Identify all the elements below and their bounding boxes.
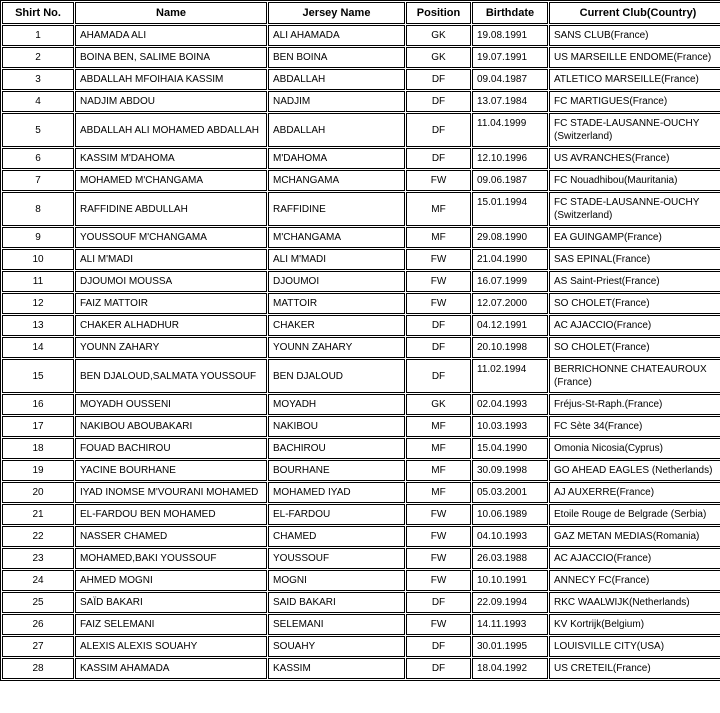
cell-club: EA GUINGAMP(France) — [549, 227, 720, 248]
cell-jersey_name: NADJIM — [268, 91, 405, 112]
cell-jersey_name: ABDALLAH — [268, 69, 405, 90]
cell-name: IYAD INOMSE M'VOURANI MOHAMED — [75, 482, 267, 503]
cell-jersey_name: ALI M'MADI — [268, 249, 405, 270]
cell-birthdate: 12.10.1996 — [472, 148, 548, 169]
cell-name: CHAKER ALHADHUR — [75, 315, 267, 336]
cell-position: DF — [406, 658, 471, 679]
cell-position: FW — [406, 504, 471, 525]
cell-position: MF — [406, 227, 471, 248]
cell-name: NAKIBOU ABOUBAKARI — [75, 416, 267, 437]
cell-club: SAS EPINAL(France) — [549, 249, 720, 270]
cell-position: FW — [406, 249, 471, 270]
column-header-club: Current Club(Country) — [549, 2, 720, 24]
cell-birthdate: 10.06.1989 — [472, 504, 548, 525]
table-row — [2, 293, 720, 314]
cell-shirt_no: 20 — [2, 482, 74, 503]
cell-birthdate: 05.03.2001 — [472, 482, 548, 503]
cell-club: SO CHOLET(France) — [549, 293, 720, 314]
cell-position: FW — [406, 526, 471, 547]
cell-birthdate: 10.10.1991 — [472, 570, 548, 591]
cell-name: MOYADH OUSSENI — [75, 394, 267, 415]
cell-jersey_name: MATTOIR — [268, 293, 405, 314]
cell-name: KASSIM AHAMADA — [75, 658, 267, 679]
cell-club: SANS CLUB(France) — [549, 25, 720, 46]
cell-shirt_no: 13 — [2, 315, 74, 336]
cell-position: FW — [406, 170, 471, 191]
cell-jersey_name: MOHAMED IYAD — [268, 482, 405, 503]
table-header — [2, 2, 720, 24]
cell-name: YOUSSOUF M'CHANGAMA — [75, 227, 267, 248]
cell-shirt_no: 12 — [2, 293, 74, 314]
cell-shirt_no: 2 — [2, 47, 74, 68]
cell-club: AJ AUXERRE(France) — [549, 482, 720, 503]
cell-birthdate: 15.04.1990 — [472, 438, 548, 459]
cell-name: FAIZ SELEMANI — [75, 614, 267, 635]
cell-shirt_no: 17 — [2, 416, 74, 437]
table-row — [2, 570, 720, 591]
cell-name: NADJIM ABDOU — [75, 91, 267, 112]
cell-birthdate: 15.01.1994 — [472, 192, 548, 226]
cell-birthdate: 04.10.1993 — [472, 526, 548, 547]
cell-jersey_name: BEN DJALOUD — [268, 359, 405, 393]
cell-birthdate: 13.07.1984 — [472, 91, 548, 112]
cell-name: EL-FARDOU BEN MOHAMED — [75, 504, 267, 525]
cell-position: MF — [406, 192, 471, 226]
column-header-birthdate: Birthdate — [472, 2, 548, 24]
cell-shirt_no: 8 — [2, 192, 74, 226]
table-row — [2, 482, 720, 503]
cell-jersey_name: KASSIM — [268, 658, 405, 679]
cell-shirt_no: 3 — [2, 69, 74, 90]
cell-position: DF — [406, 636, 471, 657]
cell-birthdate: 10.03.1993 — [472, 416, 548, 437]
cell-jersey_name: BEN BOINA — [268, 47, 405, 68]
table-row — [2, 91, 720, 112]
cell-club: LOUISVILLE CITY(USA) — [549, 636, 720, 657]
cell-club: GO AHEAD EAGLES (Netherlands) — [549, 460, 720, 481]
cell-club: AC AJACCIO(France) — [549, 548, 720, 569]
cell-club: US CRETEIL(France) — [549, 658, 720, 679]
cell-name: MOHAMED,BAKI YOUSSOUF — [75, 548, 267, 569]
cell-birthdate: 12.07.2000 — [472, 293, 548, 314]
cell-shirt_no: 26 — [2, 614, 74, 635]
cell-club: GAZ METAN MEDIAS(Romania) — [549, 526, 720, 547]
cell-shirt_no: 24 — [2, 570, 74, 591]
cell-name: ALI M'MADI — [75, 249, 267, 270]
cell-name: ALEXIS ALEXIS SOUAHY — [75, 636, 267, 657]
cell-name: DJOUMOI MOUSSA — [75, 271, 267, 292]
cell-position: DF — [406, 148, 471, 169]
cell-position: DF — [406, 359, 471, 393]
cell-position: MF — [406, 416, 471, 437]
cell-shirt_no: 4 — [2, 91, 74, 112]
cell-shirt_no: 22 — [2, 526, 74, 547]
cell-name: KASSIM M'DAHOMA — [75, 148, 267, 169]
table-row — [2, 658, 720, 679]
cell-shirt_no: 28 — [2, 658, 74, 679]
cell-birthdate: 22.09.1994 — [472, 592, 548, 613]
cell-birthdate: 30.09.1998 — [472, 460, 548, 481]
cell-birthdate: 11.02.1994 — [472, 359, 548, 393]
cell-jersey_name: YOUNN ZAHARY — [268, 337, 405, 358]
cell-club: AC AJACCIO(France) — [549, 315, 720, 336]
cell-birthdate: 16.07.1999 — [472, 271, 548, 292]
cell-shirt_no: 19 — [2, 460, 74, 481]
table-row — [2, 359, 720, 393]
cell-name: SAÏD BAKARI — [75, 592, 267, 613]
cell-jersey_name: YOUSSOUF — [268, 548, 405, 569]
cell-position: DF — [406, 113, 471, 147]
cell-jersey_name: EL-FARDOU — [268, 504, 405, 525]
cell-birthdate: 14.11.1993 — [472, 614, 548, 635]
cell-name: YACINE BOURHANE — [75, 460, 267, 481]
cell-position: MF — [406, 438, 471, 459]
cell-club: FC MARTIGUES(France) — [549, 91, 720, 112]
table-row — [2, 192, 720, 226]
cell-jersey_name: CHAMED — [268, 526, 405, 547]
cell-birthdate: 02.04.1993 — [472, 394, 548, 415]
cell-position: FW — [406, 293, 471, 314]
table-row — [2, 25, 720, 46]
cell-name: BOINA BEN, SALIME BOINA — [75, 47, 267, 68]
cell-name: MOHAMED M'CHANGAMA — [75, 170, 267, 191]
cell-birthdate: 09.04.1987 — [472, 69, 548, 90]
table-row — [2, 170, 720, 191]
cell-jersey_name: SAID BAKARI — [268, 592, 405, 613]
cell-name: AHMED MOGNI — [75, 570, 267, 591]
cell-birthdate: 11.04.1999 — [472, 113, 548, 147]
table-row — [2, 113, 720, 147]
cell-birthdate: 21.04.1990 — [472, 249, 548, 270]
cell-jersey_name: MOYADH — [268, 394, 405, 415]
cell-position: DF — [406, 69, 471, 90]
cell-shirt_no: 6 — [2, 148, 74, 169]
cell-name: ABDALLAH ALI MOHAMED ABDALLAH — [75, 113, 267, 147]
cell-name: YOUNN ZAHARY — [75, 337, 267, 358]
cell-jersey_name: BACHIROU — [268, 438, 405, 459]
cell-club: SO CHOLET(France) — [549, 337, 720, 358]
column-header-jersey_name: Jersey Name — [268, 2, 405, 24]
cell-position: DF — [406, 315, 471, 336]
table-row — [2, 504, 720, 525]
cell-birthdate: 19.07.1991 — [472, 47, 548, 68]
table-row — [2, 416, 720, 437]
cell-position: DF — [406, 91, 471, 112]
cell-position: FW — [406, 614, 471, 635]
cell-birthdate: 26.03.1988 — [472, 548, 548, 569]
cell-position: GK — [406, 394, 471, 415]
cell-position: DF — [406, 337, 471, 358]
cell-club: US AVRANCHES(France) — [549, 148, 720, 169]
table-row — [2, 394, 720, 415]
table-row — [2, 548, 720, 569]
cell-birthdate: 09.06.1987 — [472, 170, 548, 191]
cell-jersey_name: MOGNI — [268, 570, 405, 591]
cell-shirt_no: 7 — [2, 170, 74, 191]
table-row — [2, 614, 720, 635]
cell-shirt_no: 1 — [2, 25, 74, 46]
cell-position: MF — [406, 482, 471, 503]
cell-jersey_name: ABDALLAH — [268, 113, 405, 147]
table-row — [2, 592, 720, 613]
cell-jersey_name: DJOUMOI — [268, 271, 405, 292]
table-row — [2, 227, 720, 248]
table-row — [2, 438, 720, 459]
cell-shirt_no: 21 — [2, 504, 74, 525]
cell-shirt_no: 16 — [2, 394, 74, 415]
cell-club: Etoile Rouge de Belgrade (Serbia) — [549, 504, 720, 525]
cell-shirt_no: 11 — [2, 271, 74, 292]
cell-name: NASSER CHAMED — [75, 526, 267, 547]
cell-jersey_name: M'CHANGAMA — [268, 227, 405, 248]
cell-club: ATLETICO MARSEILLE(France) — [549, 69, 720, 90]
cell-shirt_no: 10 — [2, 249, 74, 270]
cell-name: BEN DJALOUD,SALMATA YOUSSOUF — [75, 359, 267, 393]
table-row — [2, 271, 720, 292]
cell-name: FAIZ MATTOIR — [75, 293, 267, 314]
cell-jersey_name: MCHANGAMA — [268, 170, 405, 191]
table-row — [2, 636, 720, 657]
cell-shirt_no: 18 — [2, 438, 74, 459]
cell-jersey_name: RAFFIDINE — [268, 192, 405, 226]
cell-jersey_name: SELEMANI — [268, 614, 405, 635]
column-header-shirt_no: Shirt No. — [2, 2, 74, 24]
cell-name: RAFFIDINE ABDULLAH — [75, 192, 267, 226]
cell-club: BERRICHONNE CHATEAUROUX (France) — [549, 359, 720, 393]
table-row — [2, 69, 720, 90]
table-row — [2, 526, 720, 547]
column-header-position: Position — [406, 2, 471, 24]
column-header-name: Name — [75, 2, 267, 24]
cell-shirt_no: 5 — [2, 113, 74, 147]
cell-club: FC STADE-LAUSANNE-OUCHY (Switzerland) — [549, 113, 720, 147]
cell-position: MF — [406, 460, 471, 481]
cell-position: DF — [406, 592, 471, 613]
cell-club: FC Sète 34(France) — [549, 416, 720, 437]
cell-name: ABDALLAH MFOIHAIA KASSIM — [75, 69, 267, 90]
cell-shirt_no: 14 — [2, 337, 74, 358]
cell-club: FC Nouadhibou(Mauritania) — [549, 170, 720, 191]
cell-shirt_no: 25 — [2, 592, 74, 613]
cell-jersey_name: ALI AHAMADA — [268, 25, 405, 46]
cell-club: RKC WAALWIJK(Netherlands) — [549, 592, 720, 613]
cell-club: FC STADE-LAUSANNE-OUCHY (Switzerland) — [549, 192, 720, 226]
table-row — [2, 148, 720, 169]
cell-shirt_no: 9 — [2, 227, 74, 248]
cell-jersey_name: BOURHANE — [268, 460, 405, 481]
cell-club: KV Kortrijk(Belgium) — [549, 614, 720, 635]
cell-birthdate: 18.04.1992 — [472, 658, 548, 679]
cell-birthdate: 29.08.1990 — [472, 227, 548, 248]
cell-jersey_name: CHAKER — [268, 315, 405, 336]
cell-position: FW — [406, 271, 471, 292]
cell-position: GK — [406, 25, 471, 46]
cell-birthdate: 19.08.1991 — [472, 25, 548, 46]
table-body — [2, 25, 720, 679]
cell-position: GK — [406, 47, 471, 68]
cell-club: Fréjus-St-Raph.(France) — [549, 394, 720, 415]
cell-position: FW — [406, 548, 471, 569]
cell-shirt_no: 23 — [2, 548, 74, 569]
cell-name: AHAMADA ALI — [75, 25, 267, 46]
cell-jersey_name: NAKIBOU — [268, 416, 405, 437]
cell-birthdate: 20.10.1998 — [472, 337, 548, 358]
cell-jersey_name: SOUAHY — [268, 636, 405, 657]
table-row — [2, 460, 720, 481]
cell-shirt_no: 27 — [2, 636, 74, 657]
cell-birthdate: 04.12.1991 — [472, 315, 548, 336]
cell-club: AS Saint-Priest(France) — [549, 271, 720, 292]
cell-name: FOUAD BACHIROU — [75, 438, 267, 459]
table-row — [2, 315, 720, 336]
cell-shirt_no: 15 — [2, 359, 74, 393]
table-row — [2, 47, 720, 68]
table-row — [2, 249, 720, 270]
cell-club: US MARSEILLE ENDOME(France) — [549, 47, 720, 68]
table-header-row — [2, 2, 720, 24]
cell-position: FW — [406, 570, 471, 591]
cell-jersey_name: M'DAHOMA — [268, 148, 405, 169]
cell-club: Omonia Nicosia(Cyprus) — [549, 438, 720, 459]
table-row — [2, 337, 720, 358]
cell-club: ANNECY FC(France) — [549, 570, 720, 591]
cell-birthdate: 30.01.1995 — [472, 636, 548, 657]
